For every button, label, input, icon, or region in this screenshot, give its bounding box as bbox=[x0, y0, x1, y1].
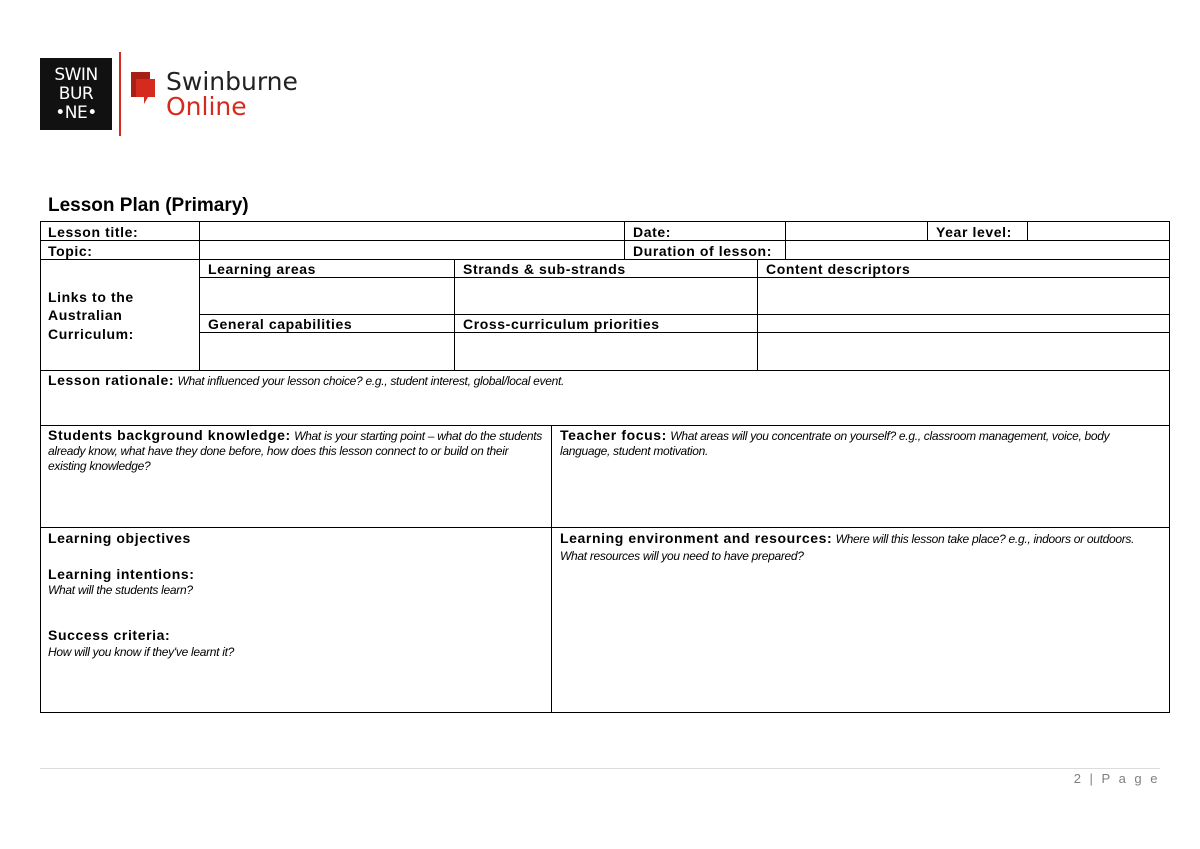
swinburne-logo-mark bbox=[40, 58, 112, 130]
success-criteria-label: Success criteria: bbox=[48, 627, 171, 643]
content-descriptors-field[interactable] bbox=[759, 278, 1168, 313]
column-divider bbox=[1027, 221, 1028, 241]
learning-objectives-label: Learning objectives bbox=[48, 530, 191, 546]
lesson-rationale-hint: What influenced your lesson choice? e.g., student interest, global/local event. bbox=[177, 374, 565, 388]
row-divider bbox=[40, 527, 1170, 528]
success-criteria-hint: How will you know if they've learnt it? bbox=[48, 645, 235, 659]
general-capabilities-field[interactable] bbox=[201, 333, 453, 369]
content-descriptors-field-3[interactable] bbox=[759, 333, 1168, 369]
column-divider bbox=[785, 221, 786, 260]
links-label-line-2: Australian bbox=[48, 307, 123, 323]
date-label: Date: bbox=[633, 224, 672, 240]
year-level-field[interactable] bbox=[1029, 222, 1168, 239]
cross-curriculum-label: Cross-curriculum priorities bbox=[463, 316, 660, 332]
teacher-focus-hint: What areas will you concentrate on yourself? e.g., classroom management, voice, body language, student motivation. bbox=[560, 429, 1110, 458]
row-divider bbox=[40, 259, 1170, 260]
table-border-right bbox=[1169, 221, 1170, 713]
table-border-left bbox=[40, 221, 41, 713]
date-field[interactable] bbox=[787, 222, 926, 239]
column-divider bbox=[551, 425, 552, 713]
topic-label: Topic: bbox=[48, 243, 93, 259]
strands-label: Strands & sub-strands bbox=[463, 261, 626, 277]
learning-areas-field[interactable] bbox=[201, 278, 453, 313]
content-descriptors-field-2[interactable] bbox=[759, 315, 1168, 331]
duration-field[interactable] bbox=[787, 241, 1168, 258]
learning-environment-cell[interactable] bbox=[560, 530, 1145, 565]
table-border-bottom bbox=[40, 712, 1170, 713]
brand-name: Swinburne bbox=[166, 67, 298, 96]
lesson-rationale-label: Lesson rationale: bbox=[48, 372, 175, 388]
background-knowledge-hint: What is your starting point – what do the students already know, what have they done before, how does this lesson connect to or build on their existing knowledge? bbox=[48, 429, 542, 473]
background-knowledge-label: Students background knowledge: bbox=[48, 427, 291, 443]
teacher-focus-cell[interactable] bbox=[560, 428, 1160, 459]
logo-divider bbox=[119, 52, 121, 136]
lesson-title-field[interactable] bbox=[201, 222, 623, 239]
general-capabilities-label: General capabilities bbox=[208, 316, 353, 332]
page-number: 2 | P a g e bbox=[1073, 771, 1160, 786]
page-title: Lesson Plan (Primary) bbox=[48, 195, 249, 216]
learning-intentions-hint: What will the students learn? bbox=[48, 583, 193, 597]
links-label-line-3: Curriculum: bbox=[48, 326, 134, 342]
column-divider bbox=[757, 259, 758, 371]
row-divider bbox=[40, 425, 1170, 426]
column-divider bbox=[454, 259, 455, 371]
learning-environment-hint: Where will this lesson take place? e.g., indoors or outdoors. What resources will you need to have prepared? bbox=[560, 532, 1135, 563]
row-divider bbox=[40, 370, 1170, 371]
content-descriptors-label: Content descriptors bbox=[766, 261, 911, 277]
logo-line-2: BUR bbox=[58, 83, 94, 104]
logo-line-3: •NE• bbox=[55, 102, 97, 123]
brand-subtitle: Online bbox=[166, 92, 247, 121]
duration-label: Duration of lesson: bbox=[633, 243, 772, 259]
cross-curriculum-field[interactable] bbox=[456, 333, 756, 369]
speech-bubble-icon bbox=[128, 68, 160, 108]
column-divider bbox=[199, 221, 200, 371]
background-knowledge-cell[interactable] bbox=[48, 428, 542, 474]
column-divider bbox=[927, 221, 928, 241]
learning-environment-label: Learning environment and resources: bbox=[560, 530, 833, 546]
year-level-label: Year level: bbox=[936, 224, 1012, 240]
links-label-line-1: Links to the bbox=[48, 289, 134, 305]
column-divider bbox=[624, 221, 625, 260]
logo-line-1: SWIN bbox=[54, 64, 98, 85]
learning-intentions-label: Learning intentions: bbox=[48, 566, 195, 582]
teacher-focus-label: Teacher focus: bbox=[560, 427, 667, 443]
lesson-rationale-cell[interactable] bbox=[48, 373, 1158, 389]
footer-divider bbox=[40, 768, 1160, 769]
lesson-title-label: Lesson title: bbox=[48, 224, 139, 240]
topic-field[interactable] bbox=[201, 241, 623, 258]
strands-field[interactable] bbox=[456, 278, 756, 313]
learning-areas-label: Learning areas bbox=[208, 261, 316, 277]
